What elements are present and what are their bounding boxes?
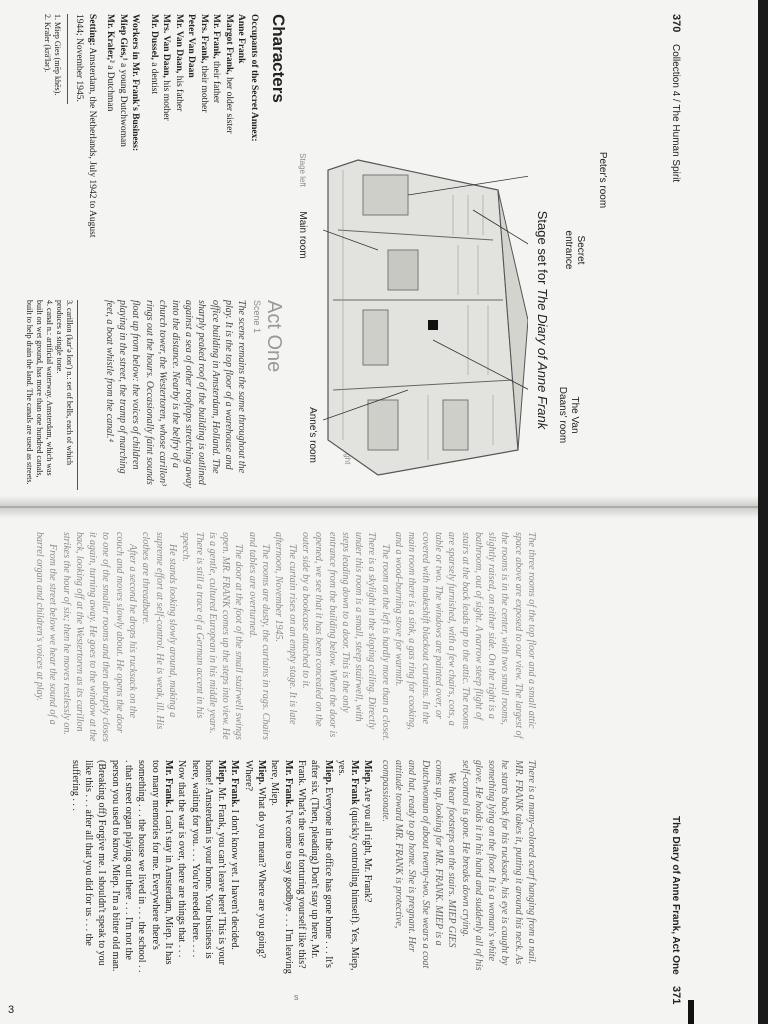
workers-heading: Workers in Mr. Frank's Business: (130, 14, 141, 152)
right-page-number: 371 (670, 986, 682, 1005)
dialogue-column (69, 760, 538, 974)
character-item: Peter Van Daan (186, 14, 197, 78)
character-item: Mrs. Van Daan, his mother (161, 14, 172, 121)
stage-floor-outline (328, 160, 518, 475)
character-item: Mrs. Frank, their mother (199, 14, 209, 113)
character-item: Mr. Kraler,² a Dutchman (105, 14, 116, 112)
label-van-daans-room: The Van Daans' room (557, 386, 580, 444)
character-item: Margot Frank, her older sister (224, 14, 234, 134)
left-page-number: 370 (670, 14, 682, 33)
stage-directions-column (33, 532, 538, 742)
dialogue-line: Mr. Frank (quickly controlling himself). Yes, Miep, yes. (335, 760, 361, 971)
character-item: Mr. Van Daan, his father (174, 14, 184, 112)
stage-set-prefix: Stage set for (535, 210, 550, 289)
label-peters-room: Peter's room (597, 151, 608, 209)
edge-mark-s: s (294, 992, 299, 1002)
stage-direction: The curtain rises on an empty stage. It is late afternoon, November 1945. (273, 532, 298, 725)
character-item: Mr. Dussel, a dentist (149, 14, 159, 95)
act-footnotes (24, 300, 74, 490)
stage-direction: There is a many-colored scarf hanging from a nail. MR. FRANK takes it, putting it around his neck. As he starts back for his rucksack, his eye is caught by something lying on the floor. It is a woman's white glove. He holds it in his hand and suddenly all of his self-control is gone. He breaks down crying. (459, 760, 537, 971)
stage-direction: The room on the left is hardly more than a closet. There is a skylight in the sloping ceiling. Directly under this room is a small, steep stairwell, with steps leading down to a door. This is the only entrance from the building below. When the door is opened, we see that it has been concealed on the outer side by a bookcase attached to it. (299, 532, 391, 741)
stage-direction: The door at the foot of the small stairwell swings open. MR. FRANK comes up the steps into view. He is a gentle, cultured European in his middle years. There is still a trace of a German accent in his speech. (180, 532, 245, 740)
dialogue-line: Mr. Frank. I don't know yet. I haven't decided. (229, 760, 241, 950)
table (388, 250, 418, 290)
stage-direction: The three rooms of the top floor and a small attic space above are exposed to our view. The largest of the rooms is in the center, with two small rooms, slightly raised, on either side. On the right is a bathroom, out of sight. A narrow steep flight of stairs at the back leads up to the attic. The rooms are sparsely furnished, with a few chairs, cots, a table or two. The windows are painted over, or covered with makeshift blackout curtains. In the main room there is a sink, a gas ring for cooking, and a wood-burning stove for warmth. (393, 532, 537, 739)
footnote: 4. canal n.: artificial waterway. Amsterdam, which was built on wet ground, has more than one hundred canals, built to help drain the land. The canals are used as streets. (25, 300, 54, 485)
label-stage-left: Stage left (298, 153, 307, 187)
dialogue-line: Miep. Everyone in the office has gone home . . . It's after six. (Then, pleading) Don't stay up here, Mr. Frank. What's the use of torturing yourself like this? (295, 760, 334, 969)
character-item: Miep Gies,¹ a young Dutchwoman (118, 14, 128, 147)
stage-direction: He stands looking slowly around, making a supreme effort at self-control. He is weak, ill. His clothes are threadbare. (140, 532, 178, 730)
edge-mark-3: 3 (8, 1004, 15, 1016)
character-item: Anne Frank (236, 14, 247, 64)
scene-label: Scene 1 (252, 300, 262, 334)
label-secret-entrance: Secret entrance (563, 230, 586, 270)
dialogue-line: Miep. What do you mean? Where are you going? Where? (242, 760, 268, 959)
cot (368, 400, 398, 450)
dialogue-line: Miep. Are you all right, Mr. Frank? (362, 760, 374, 903)
stage-direction: We hear footsteps on the stairs. MIEP GIES comes up, looking for MR. FRANK. MIEP is a Dutchwoman of about twenty-two. She wears a coat and hat, ready to go home. She is pregnant. Her attitude toward MR. FRANK is protective, compassionate. (379, 760, 458, 969)
couch (363, 310, 388, 365)
footnote: 1. Miep Gies (mēp khēs). (53, 14, 62, 96)
stage-set-title: The Diary of Anne Frank (535, 288, 550, 430)
footnote-rule (67, 14, 68, 104)
label-annes-room: Anne's room (307, 407, 318, 463)
scene-intro: The scene remains the same throughout the play. It is the top floor of a warehouse and office building in Amsterdam, Holland. The sharply peaked roof of the building is outlined against a sea of other rooftops stretching away into the distance. Nearby is the belfry of a church tower, the Westertoren, whose carillon³ rings out the hours. Occasionally faint sounds float up from below: the voices of children playing in the street, the tramp of marching feet, a boat whistle from the canal.⁴ (103, 300, 247, 488)
stove (428, 320, 438, 330)
stage-direction: The rooms are dusty, the curtains in rags. Chairs and tables are overturned. (246, 532, 272, 740)
stage-direction: After a second he drops his rucksack on the couch and moves slowly about. He opens the door to one of the smaller rooms and then abruptly closes it again, turning away. He goes to the window at the back, looking off at the Westertoren as its carillon strikes the hour of six; then he moves restlessly on. (60, 532, 139, 742)
stairwell (363, 175, 408, 215)
dialogue-line: Miep. Mr. Frank, you can't leave here! This is your home! Amsterdam is your home. Your business is here, waiting for you. . . . You're needed here. . . . Now that the war is over, there are things that . . . (176, 760, 228, 965)
footnote: 2. Kraler (krä′lər). (43, 14, 52, 73)
setting-line: Setting: Amsterdam, the Netherlands, July 1942 to August 1944; November 1945. (74, 14, 97, 238)
occupants-heading: Occupants of the Secret Annex: (249, 14, 259, 142)
character-footnotes (42, 14, 62, 214)
right-footer-title: The Diary of Anne Frank, Act One (670, 816, 681, 975)
dialogue-line: Mr. Frank. I've come to say goodbye . . . I'm leaving here, Miep. (269, 760, 294, 974)
dialogue-line: Mr. Frank. I can't stay in Amsterdam, Miep. It has too many memories for me. Everywhere there's something . . . the house we lived in . . . the school . . . that street organ playing out there . . . I'm not the person you used to know, Miep. I'm a bitter old man. (Breaking off) Forgive me. I shouldn't speak to you like this . . . after all that you did for us . . . the suffering . . . (69, 760, 174, 973)
left-footer-collection: Collection 4 / The Human Spirit (670, 44, 681, 183)
cot (443, 400, 468, 450)
footnote-rule (77, 300, 78, 490)
label-main-room: Main room (297, 211, 308, 259)
stage-set-caption (535, 150, 550, 490)
character-item: Mr. Frank, their father (211, 14, 222, 104)
stage-set-diagram (323, 150, 528, 480)
stage-direction: From the street below we hear the sound of a barrel organ and children's voices at play. (34, 532, 59, 725)
character-list (73, 14, 260, 254)
characters-heading: Characters (269, 14, 288, 103)
footnote: 3. carillon (kar′ə lon′) n.: set of bells, each of which produces a single tone. (55, 300, 74, 465)
act-heading: Act One (263, 300, 285, 373)
